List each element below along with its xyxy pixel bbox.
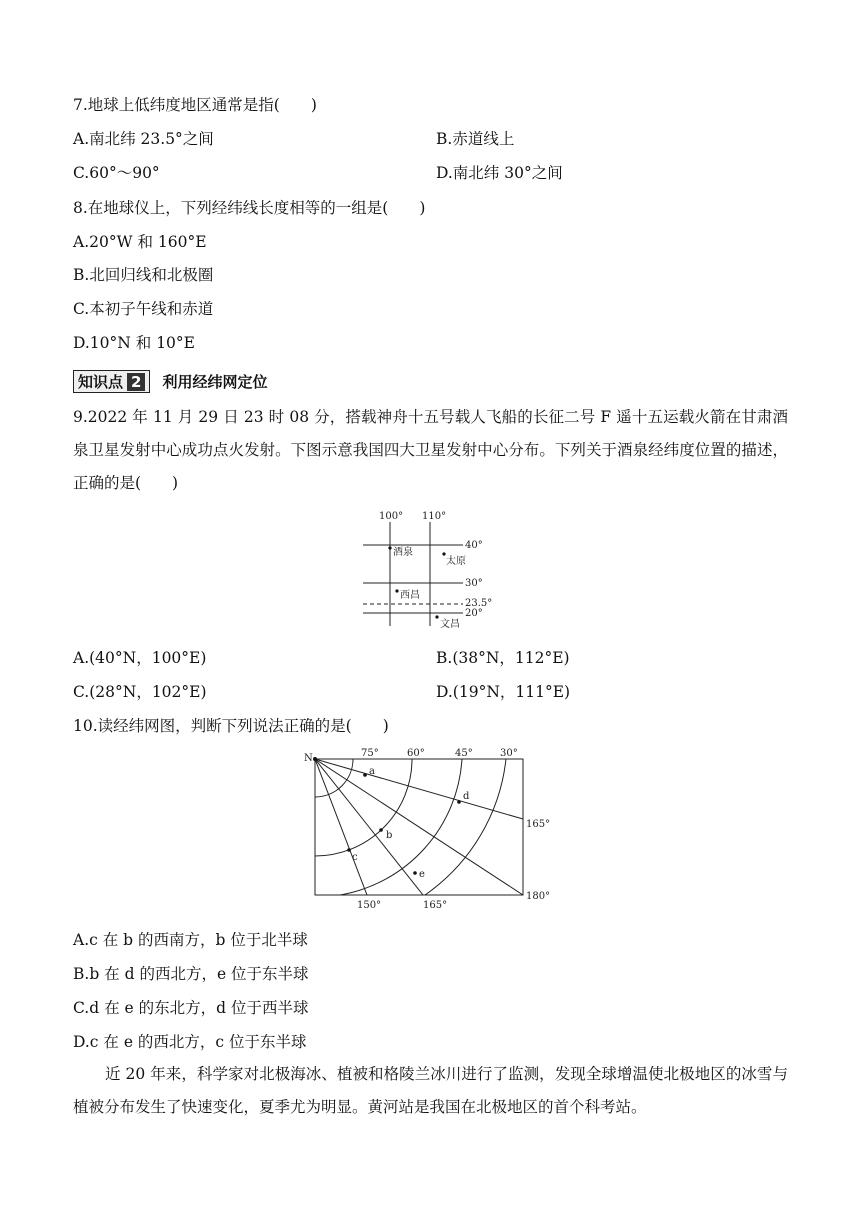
q9-figure-graticule (355, 508, 505, 632)
q7-stem: 7.地球上低纬度地区通常是指( ) (73, 96, 317, 114)
lat-label-30: 30° (500, 748, 518, 759)
point-a-dot (363, 773, 367, 777)
q9-option-b: B.(38°N，112°E) (436, 649, 570, 667)
q7-option-c: C.60°～90° (73, 164, 160, 182)
q8-option-c: C.本初子午线和赤道 (73, 300, 214, 318)
section-number: 2 (127, 373, 145, 391)
lat-label-30: 30° (465, 578, 483, 589)
lat-label-20: 20° (465, 608, 483, 619)
lon-label-110: 110° (422, 511, 447, 522)
q8-option-b: B.北回归线和北极圈 (73, 266, 214, 284)
pole-label: N (304, 753, 313, 764)
lon-label-180: 180° (526, 891, 551, 902)
reading-passage: 近 20 年来，科学家对北极海冰、植被和格陵兰冰川进行了监测，发现全球增温使北极地区的冰雪与植被分布发生了快速变化，夏季尤为明显。黄河站是我国在北极地区的首个科考站。 (73, 1065, 788, 1116)
place-xichang: 西昌 (400, 590, 420, 601)
q10-option-b: B.b 在 d 的西北方，e 位于东半球 (73, 965, 309, 983)
meridian-150 (315, 759, 367, 895)
lat-label-45: 45° (455, 748, 473, 759)
point-c-label: c (352, 852, 358, 863)
lon-label-100: 100° (379, 511, 404, 522)
lat-label-23-5: 23.5° (465, 598, 493, 609)
q10-option-d: D.c 在 e 的西北方，c 位于东半球 (73, 1033, 307, 1051)
q9-option-d: D.(19°N，111°E) (436, 683, 571, 701)
point-d-dot (457, 800, 461, 804)
q7-option-d: D.南北纬 30°之间 (436, 164, 563, 182)
q7-option-b: B.赤道线上 (436, 130, 515, 148)
lon-label-150: 150° (357, 900, 382, 911)
section-title: 利用经纬网定位 (162, 373, 268, 391)
point-b-label: b (386, 830, 393, 841)
lon-label-165-bottom: 165° (423, 900, 448, 911)
place-taiyuan: 太原 (446, 556, 466, 567)
wenchang-dot (435, 615, 438, 618)
point-c-dot (347, 848, 351, 852)
section-tag (73, 370, 150, 393)
lat-label-40: 40° (465, 540, 483, 551)
xichang-dot (395, 589, 398, 592)
point-b-dot (379, 828, 383, 832)
parallel-30 (425, 759, 506, 895)
q8-option-d: D.10°N 和 10°E (73, 334, 195, 352)
parallel-60 (315, 759, 412, 856)
section-header (73, 370, 267, 393)
q9-option-a: A.(40°N，100°E) (73, 649, 207, 667)
point-a-label: a (369, 766, 375, 777)
section-tag-label: 知识点 (78, 373, 124, 391)
q10-stem: 10.读经纬网图，判断下列说法正确的是( ) (73, 717, 389, 735)
place-wenchang: 文昌 (440, 619, 460, 630)
lat-label-75: 75° (361, 748, 379, 759)
q9-option-c: C.(28°N，102°E) (73, 683, 207, 701)
parallel-45 (340, 759, 462, 895)
q10-option-c: C.d 在 e 的东北方，d 位于西半球 (73, 999, 309, 1017)
meridian-165-right (315, 759, 523, 819)
q7-option-a: A.南北纬 23.5°之间 (73, 130, 214, 148)
point-d-label: d (463, 791, 470, 802)
q9-stem: 9.2022 年 11 月 29 日 23 时 08 分，搭载神舟十五号载人飞船的长征二号 F 遥十五运载火箭在甘肃酒泉卫星发射中心成功点火发射。下图示意我国四大卫星发射中心分布。下列关于酒泉经纬度位置的描述，正确的是( ) (73, 408, 788, 492)
q10-figure-polar-graticule (295, 743, 570, 915)
meridian-165-bottom (315, 759, 423, 895)
point-e-label: e (419, 869, 425, 880)
q8-stem: 8.在地球仪上，下列经纬线长度相等的一组是( ) (73, 199, 426, 217)
pole-dot (313, 757, 317, 761)
jiuquan-dot (388, 546, 391, 549)
q8-option-a: A.20°W 和 160°E (73, 233, 207, 251)
place-jiuquan: 酒泉 (393, 547, 413, 558)
lat-label-60: 60° (407, 748, 425, 759)
lon-label-165-right: 165° (526, 819, 551, 830)
point-e-dot (413, 871, 417, 875)
q10-option-a: A.c 在 b 的西南方，b 位于北半球 (73, 931, 308, 949)
